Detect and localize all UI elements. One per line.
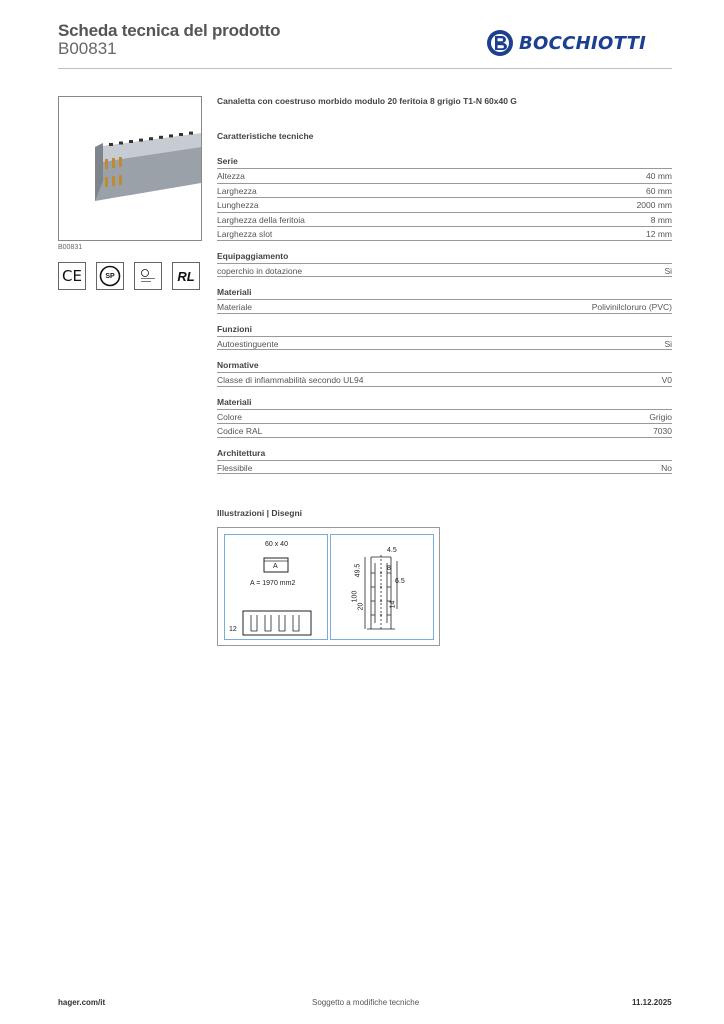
spec-section-title: Materiali bbox=[217, 287, 252, 297]
spec-label: Autoestinguente bbox=[217, 338, 279, 349]
tech-heading: Caratteristiche tecniche bbox=[217, 131, 314, 141]
spec-section-title: Normative bbox=[217, 360, 259, 370]
csa-icon bbox=[96, 262, 124, 290]
spec-value: 40 mm bbox=[646, 171, 672, 181]
spec-row bbox=[217, 423, 672, 438]
spec-label: Classe di infiammabilità secondo UL94 bbox=[217, 375, 364, 385]
spec-value: 2000 mm bbox=[636, 200, 672, 210]
spec-section bbox=[217, 323, 672, 351]
brand-logo bbox=[486, 29, 672, 57]
ur-mark-label: RL bbox=[177, 268, 195, 284]
spec-value: Grigio bbox=[649, 411, 672, 422]
spec-row bbox=[217, 212, 672, 227]
dim-v3-label: 20 bbox=[357, 602, 365, 611]
ur-mark-icon bbox=[172, 262, 200, 290]
spec-row bbox=[217, 336, 672, 351]
ul-recognized-icon bbox=[134, 262, 162, 290]
spec-section bbox=[217, 155, 672, 241]
spec-row bbox=[217, 263, 672, 278]
dim-top-label: 4.5 bbox=[387, 547, 397, 554]
spec-label: coperchio in dotazione bbox=[217, 265, 303, 276]
spec-label: Larghezza slot bbox=[217, 229, 273, 239]
spec-label: Altezza bbox=[217, 171, 245, 181]
spec-section bbox=[217, 250, 672, 278]
ce-mark-icon bbox=[58, 262, 86, 290]
spec-section-title: Architettura bbox=[217, 447, 266, 458]
area-marker: A bbox=[273, 563, 278, 570]
spec-label: Colore bbox=[217, 411, 243, 422]
cable-duct-image bbox=[59, 97, 201, 240]
spec-label: Larghezza bbox=[217, 185, 257, 196]
spec-value: Si bbox=[664, 338, 672, 349]
spec-value: V0 bbox=[661, 375, 672, 385]
spec-row bbox=[217, 299, 672, 314]
slot-label: 12 bbox=[229, 626, 237, 633]
spec-label: Lunghezza bbox=[217, 200, 259, 210]
dim-r1-label: 6.5 bbox=[395, 578, 405, 585]
spec-value: Si bbox=[664, 265, 672, 276]
spec-label: Flessibile bbox=[217, 462, 253, 473]
dim-v2-label: 100 bbox=[351, 590, 359, 603]
certification-marks bbox=[58, 262, 210, 290]
footer-website[interactable]: hager.com/it bbox=[58, 998, 106, 1007]
spec-row bbox=[217, 183, 672, 198]
spec-value: 60 mm bbox=[646, 185, 672, 196]
product-code: B00831 bbox=[58, 39, 117, 58]
product-description: Canaletta con coestruso morbido modulo 20 feritoia 8 grigio T1-N 60x40 G bbox=[217, 96, 517, 106]
image-caption: B00831 bbox=[58, 244, 83, 251]
dim-r3-label: 8 bbox=[387, 565, 391, 572]
footer-date: 11.12.2025 bbox=[632, 998, 672, 1007]
spec-section-title: Serie bbox=[217, 156, 238, 166]
dim-r2-label: 14 bbox=[389, 600, 397, 609]
dimension-drawing bbox=[330, 534, 434, 640]
cross-section-drawing bbox=[224, 534, 328, 640]
technical-drawings bbox=[217, 527, 440, 646]
spec-value: Polivinilcloruro (PVC) bbox=[591, 302, 672, 312]
area-label: A = 1970 mm2 bbox=[250, 580, 296, 587]
spec-table bbox=[217, 155, 672, 483]
spec-value: 12 mm bbox=[646, 229, 672, 239]
product-image bbox=[58, 96, 202, 241]
size-label: 60 x 40 bbox=[265, 541, 288, 548]
spec-label: Materiale bbox=[217, 302, 252, 312]
spec-row bbox=[217, 409, 672, 424]
spec-value: 7030 bbox=[653, 426, 672, 436]
spec-section bbox=[217, 447, 672, 475]
spec-row bbox=[217, 197, 672, 212]
spec-section-title: Funzioni bbox=[217, 323, 252, 334]
dim-v1-label: 49.5 bbox=[354, 563, 362, 578]
spec-section bbox=[217, 359, 672, 387]
spec-row bbox=[217, 226, 672, 241]
spec-row bbox=[217, 168, 672, 183]
spec-section-title: Materiali bbox=[217, 396, 252, 407]
spec-label: Codice RAL bbox=[217, 426, 263, 436]
ce-mark-label: CE bbox=[62, 267, 82, 285]
header-divider bbox=[58, 68, 672, 69]
spec-section bbox=[217, 396, 672, 438]
spec-row bbox=[217, 460, 672, 475]
spec-label: Larghezza della feritoia bbox=[217, 214, 305, 225]
spec-section bbox=[217, 286, 672, 314]
spec-row bbox=[217, 372, 672, 387]
spec-value: No bbox=[661, 462, 672, 473]
footer-note: Soggetto a modifiche tecniche bbox=[312, 998, 420, 1007]
spec-section-title: Equipaggiamento bbox=[217, 250, 289, 261]
illustrations-heading: Illustrazioni | Disegni bbox=[217, 508, 303, 518]
brand-name: BOCCHIOTTI bbox=[519, 32, 647, 54]
csa-mark-label: SP bbox=[105, 272, 115, 280]
bocchiotti-logo-icon bbox=[486, 29, 514, 57]
spec-value: 8 mm bbox=[650, 214, 672, 225]
page-title: Scheda tecnica del prodotto bbox=[58, 21, 281, 40]
